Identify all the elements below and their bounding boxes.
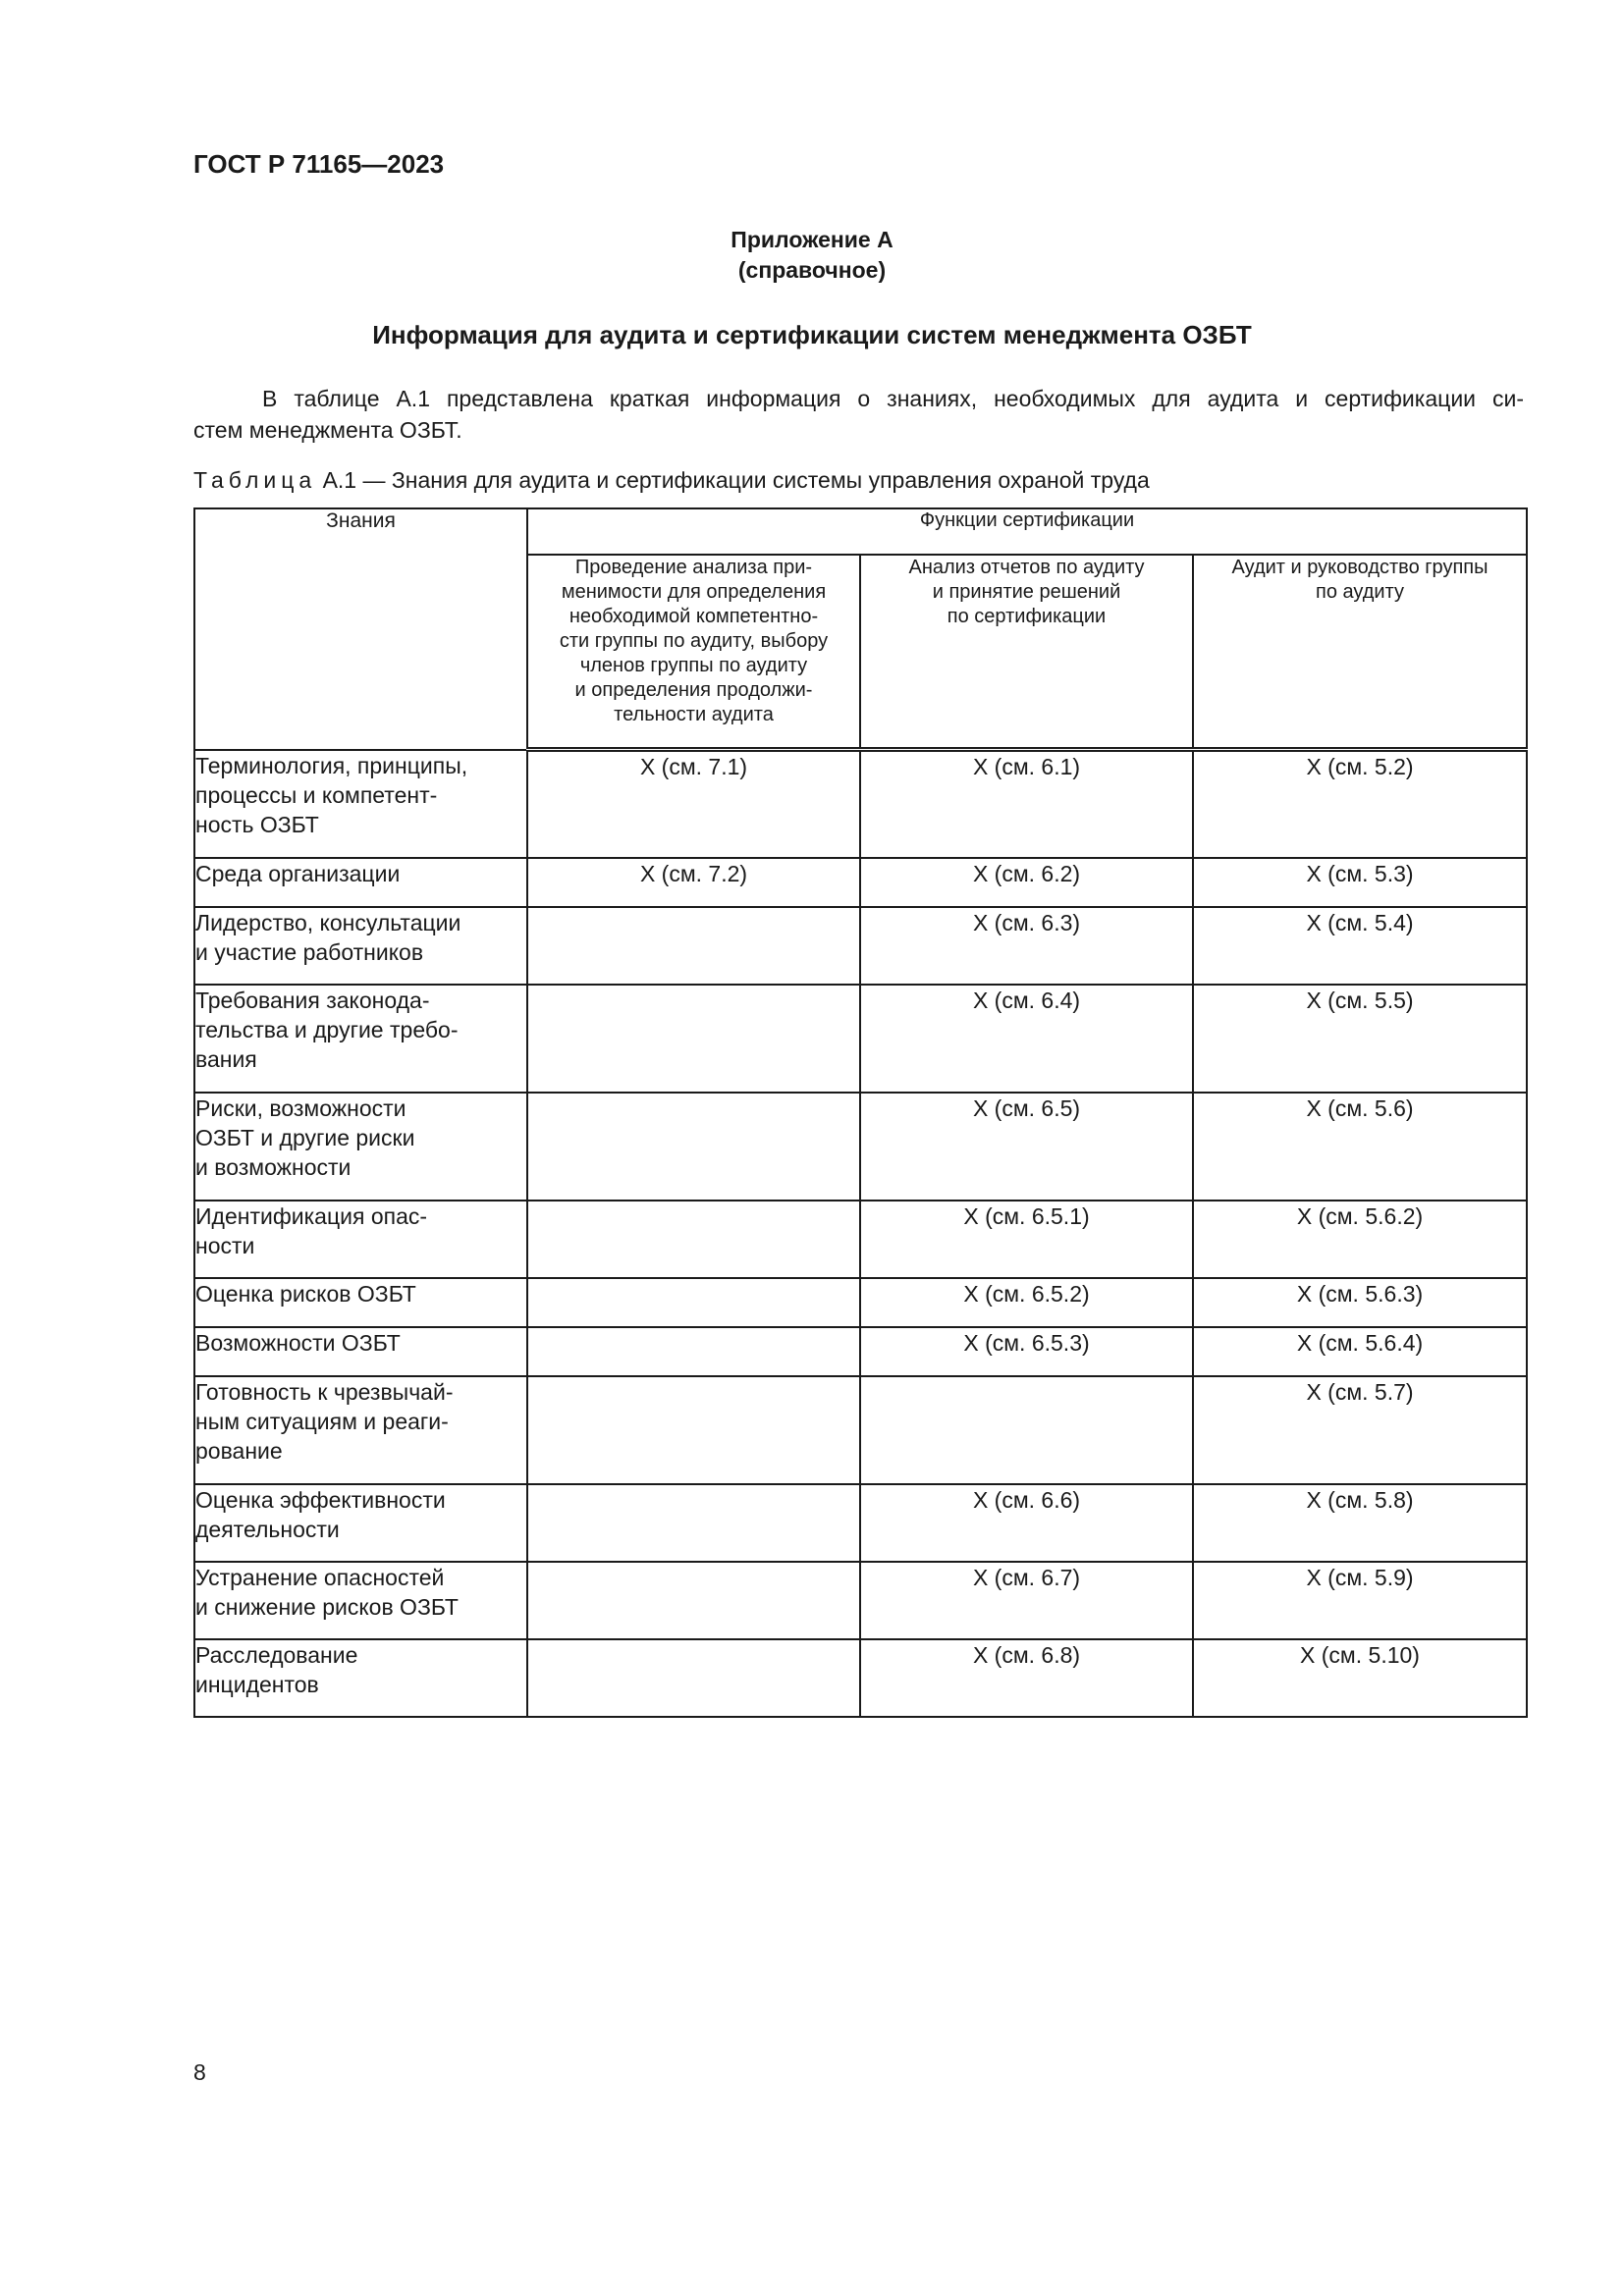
function-cell-3: X (см. 5.8) [1193,1484,1527,1562]
function-cell-3: X (см. 5.6.2) [1193,1201,1527,1278]
function-cell-2: X (см. 6.5.2) [860,1278,1193,1327]
knowledge-line: и снижение рисков ОЗБТ [195,1593,459,1620]
function-cell-3: X (см. 5.5) [1193,985,1527,1093]
header-line: и определения продолжи- [574,679,813,701]
table-header-row [194,508,1527,555]
table-caption [193,467,1150,494]
function-cell-3: X (см. 5.3) [1193,858,1527,907]
function-cell-1 [527,907,860,985]
header-line: по аудиту [1316,581,1404,603]
table-caption-text: А.1 — Знания для аудита и сертификации системы управления охраной труда [322,467,1150,493]
knowledge-line: Терминология, принципы, [195,752,468,778]
knowledge-line: процессы и компетент- [195,781,438,808]
knowledge-line: Лидерство, консультации [195,909,461,935]
knowledge-table [193,507,1528,1718]
knowledge-line: и участие работников [195,938,424,965]
table-row [194,1201,1527,1278]
header-line: тельности аудита [614,704,774,725]
function-cell-1: X (см. 7.1) [527,750,860,858]
knowledge-cell [194,985,527,1093]
function-cell-3: X (см. 5.9) [1193,1562,1527,1639]
function-cell-2: X (см. 6.5.3) [860,1327,1193,1376]
knowledge-line: деятельности [195,1516,340,1542]
function-cell-1 [527,1484,860,1562]
function-cell-1 [527,1327,860,1376]
intro-paragraph-line-1: В таблице А.1 представлена краткая информация о знаниях, необходимых для аудита и сертификации си- [262,386,1524,411]
function-cell-3: X (см. 5.7) [1193,1376,1527,1484]
function-cell-3: X (см. 5.10) [1193,1639,1527,1717]
knowledge-cell [194,1376,527,1484]
function-cell-2 [860,1376,1193,1484]
header-line: менимости для определения [561,581,827,603]
knowledge-line: Возможности ОЗБТ [195,1329,401,1356]
function-cell-2: X (см. 6.8) [860,1639,1193,1717]
function-cell-1 [527,1376,860,1484]
knowledge-line: инцидентов [195,1671,319,1697]
header-line: Проведение анализа при- [574,557,813,578]
function-cell-2: X (см. 6.7) [860,1562,1193,1639]
header-line: и принятие решений [932,581,1121,603]
knowledge-cell [194,1327,527,1376]
knowledge-cell [194,1562,527,1639]
function-cell-3: X (см. 5.2) [1193,750,1527,858]
table-row [194,1639,1527,1717]
knowledge-line: Оценка рисков ОЗБТ [195,1280,416,1307]
table-row [194,1484,1527,1562]
knowledge-line: и возможности [195,1153,352,1180]
knowledge-line: ОЗБТ и другие риски [195,1124,415,1150]
header-certification-functions: Функции сертификации [527,508,1527,555]
knowledge-cell [194,1201,527,1278]
header-column-2 [860,555,1193,750]
table-row [194,1278,1527,1327]
knowledge-line: Среда организации [195,860,401,886]
table-row [194,1093,1527,1201]
knowledge-line: Расследование [195,1641,358,1668]
header-line: необходимой компетентно- [568,606,819,627]
table-row [194,1562,1527,1639]
knowledge-line: вания [195,1045,257,1072]
table-row [194,858,1527,907]
document-code: ГОСТ Р 71165—2023 [193,149,445,179]
function-cell-2: X (см. 6.5.1) [860,1201,1193,1278]
table-row [194,985,1527,1093]
knowledge-cell [194,1093,527,1201]
function-cell-2: X (см. 6.3) [860,907,1193,985]
function-cell-3: X (см. 5.6) [1193,1093,1527,1201]
header-column-1 [527,555,860,750]
function-cell-1: X (см. 7.2) [527,858,860,907]
function-cell-2: X (см. 6.6) [860,1484,1193,1562]
function-cell-1 [527,1201,860,1278]
knowledge-line: ность ОЗБТ [195,811,319,837]
header-line: по сертификации [947,606,1107,627]
knowledge-cell [194,1484,527,1562]
knowledge-cell [194,1278,527,1327]
header-knowledge: Знания [194,508,527,750]
header-column-3 [1193,555,1527,750]
appendix-title: Приложение А [731,227,893,252]
function-cell-1 [527,1562,860,1639]
section-title: Информация для аудита и сертификации систем менеджмента ОЗБТ [372,320,1252,349]
knowledge-cell [194,858,527,907]
page-number: 8 [193,2059,206,2085]
function-cell-2: X (см. 6.1) [860,750,1193,858]
function-cell-3: X (см. 5.6.4) [1193,1327,1527,1376]
function-cell-3: X (см. 5.4) [1193,907,1527,985]
knowledge-line: Требования законода- [195,987,430,1013]
knowledge-line: Устранение опасностей [195,1564,445,1590]
knowledge-line: Идентификация опас- [195,1202,428,1229]
knowledge-line: рование [195,1437,283,1464]
function-cell-1 [527,1093,860,1201]
table-row [194,1376,1527,1484]
knowledge-line: Готовность к чрезвычай- [195,1378,454,1405]
knowledge-line: Риски, возможности [195,1095,406,1121]
table-row [194,750,1527,858]
function-cell-1 [527,985,860,1093]
header-line: Аудит и руководство группы [1231,557,1489,578]
knowledge-line: ности [195,1232,255,1258]
table-row [194,907,1527,985]
header-line: членов группы по аудиту [579,655,808,676]
knowledge-line: ным ситуациям и реаги- [195,1408,449,1434]
knowledge-cell [194,907,527,985]
table-caption-word: Таблица [193,467,317,493]
knowledge-cell [194,1639,527,1717]
function-cell-1 [527,1278,860,1327]
function-cell-2: X (см. 6.4) [860,985,1193,1093]
function-cell-1 [527,1639,860,1717]
function-cell-2: X (см. 6.2) [860,858,1193,907]
function-cell-3: X (см. 5.6.3) [1193,1278,1527,1327]
header-line: сти группы по аудиту, выбору [559,630,829,652]
intro-paragraph-line-2: стем менеджмента ОЗБТ. [193,417,462,443]
header-line: Анализ отчетов по аудиту [908,557,1145,578]
knowledge-cell [194,750,527,858]
appendix-subtitle: (справочное) [737,257,887,283]
table-row [194,1327,1527,1376]
knowledge-line: Оценка эффективности [195,1486,446,1513]
function-cell-2: X (см. 6.5) [860,1093,1193,1201]
knowledge-line: тельства и другие требо- [195,1016,459,1042]
